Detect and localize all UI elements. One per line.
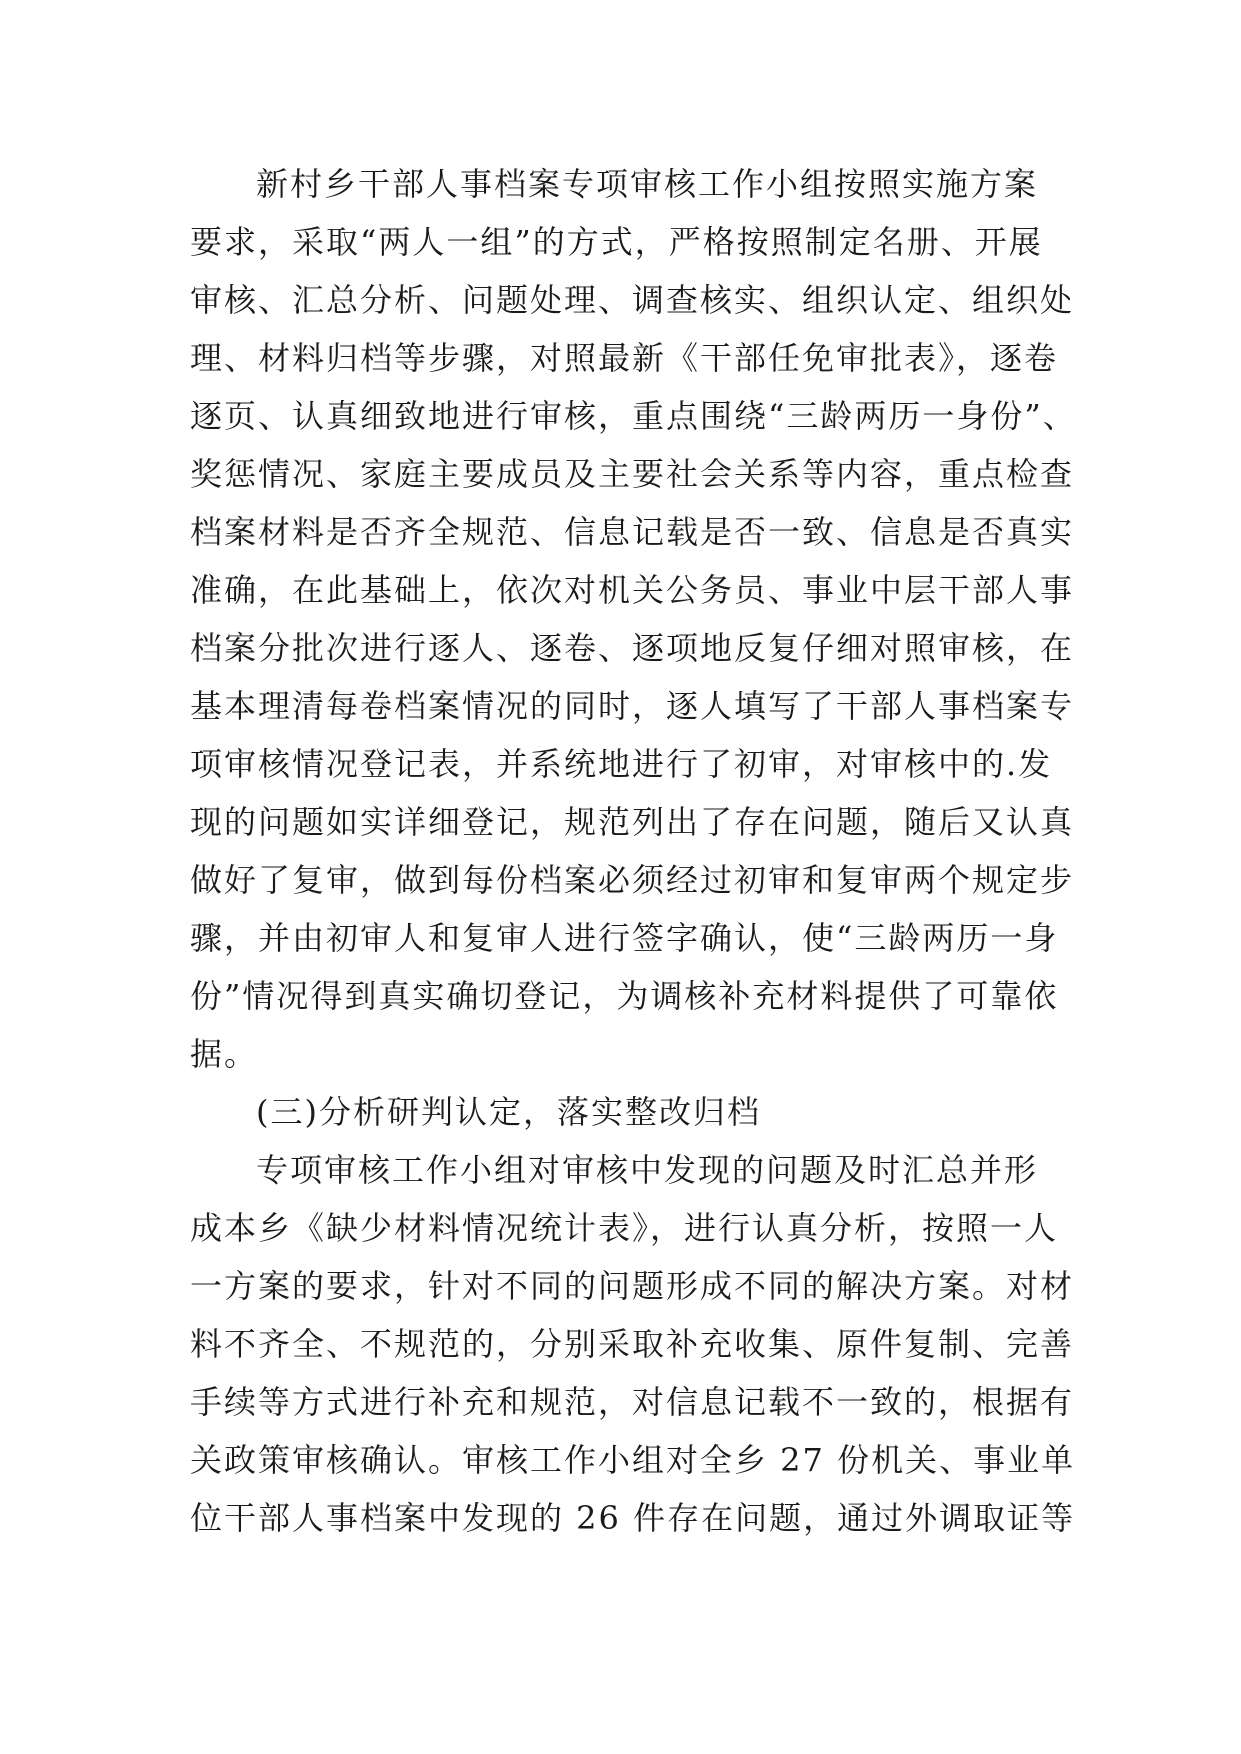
paragraph-line: 基本理清每卷档案情况的同时，逐人填写了干部人事档案专 xyxy=(190,687,1075,725)
paragraph-line: 专项审核工作小组对审核中发现的问题及时汇总并形 xyxy=(256,1151,1039,1189)
paragraph-line: 奖惩情况、家庭主要成员及主要社会关系等内容，重点检查 xyxy=(190,455,1075,493)
paragraph-line: 料不齐全、不规范的，分别采取补充收集、原件复制、完善 xyxy=(190,1325,1075,1363)
paragraph-line: 做好了复审，做到每份档案必须经过初审和复审两个规定步 xyxy=(190,861,1075,899)
document-body xyxy=(190,155,1090,1547)
paragraph-line: 位干部人事档案中发现的 26 件存在问题，通过外调取证等 xyxy=(190,1499,1076,1537)
paragraph-line: 现的问题如实详细登记，规范列出了存在问题，随后又认真 xyxy=(190,803,1075,841)
paragraph-line: 新村乡干部人事档案专项审核工作小组按照实施方案 xyxy=(256,165,1039,203)
paragraph-line: 关政策审核确认。审核工作小组对全乡 27 份机关、事业单 xyxy=(190,1441,1076,1479)
paragraph-line: 理、材料归档等步骤，对照最新《干部任免审批表》，逐卷 xyxy=(190,339,1059,377)
paragraph-line: 准确，在此基础上，依次对机关公务员、事业中层干部人事 xyxy=(190,571,1075,609)
paragraph-2 xyxy=(190,1141,1090,1547)
paragraph-line: 逐页、认真细致地进行审核，重点围绕“三龄两历一身份”、 xyxy=(190,397,1077,435)
paragraph-line: 档案分批次进行逐人、逐卷、逐项地反复仔细对照审核，在 xyxy=(190,629,1075,667)
paragraph-line: 项审核情况登记表，并系统地进行了初审，对审核中的.发 xyxy=(190,745,1053,783)
paragraph-line: 份”情况得到真实确切登记，为调核补充材料提供了可靠依 xyxy=(190,977,1059,1015)
paragraph-line: 据。 xyxy=(190,1035,259,1073)
section-heading: (三)分析研判认定，落实整改归档 xyxy=(256,1093,761,1131)
paragraph-1 xyxy=(190,155,1090,1083)
paragraph-line: 成本乡《缺少材料情况统计表》，进行认真分析，按照一人 xyxy=(190,1209,1059,1247)
paragraph-line: 一方案的要求，针对不同的问题形成不同的解决方案。对材 xyxy=(190,1267,1075,1305)
paragraph-line: 要求，采取“两人一组”的方式，严格按照制定名册、开展 xyxy=(190,223,1043,261)
paragraph-line: 骤，并由初审人和复审人进行签字确认，使“三龄两历一身 xyxy=(190,919,1059,957)
paragraph-line: 档案材料是否齐全规范、信息记载是否一致、信息是否真实 xyxy=(190,513,1075,551)
paragraph-line: 手续等方式进行补充和规范，对信息记载不一致的，根据有 xyxy=(190,1383,1075,1421)
paragraph-line: 审核、汇总分析、问题处理、调查核实、组织认定、组织处 xyxy=(190,281,1075,319)
